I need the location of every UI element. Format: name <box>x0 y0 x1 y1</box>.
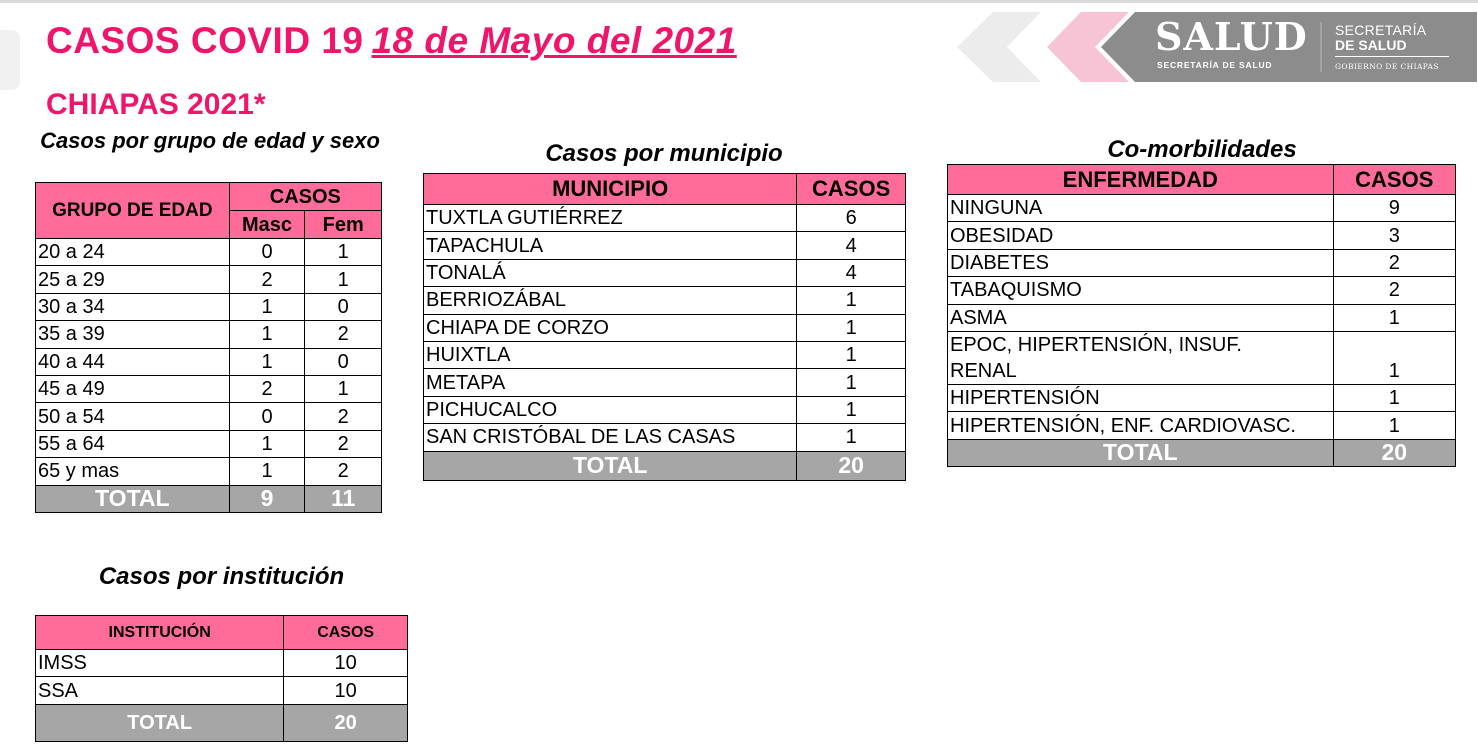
municipio-name-cell: SAN CRISTÓBAL DE LAS CASAS <box>424 424 797 451</box>
table-row <box>36 677 408 704</box>
table-row <box>36 650 408 677</box>
municipio-casos-cell: 6 <box>797 205 906 232</box>
table-row <box>424 205 906 232</box>
enfermedad-casos-cell: 2 <box>1333 277 1455 304</box>
edad-total-masc: 9 <box>229 485 305 512</box>
enfermedad-casos-cell: 1 <box>1333 412 1455 439</box>
table-row <box>424 259 906 286</box>
municipio-casos-header: CASOS <box>797 174 906 205</box>
edad-sexo-table <box>35 182 382 513</box>
table-row <box>36 430 382 457</box>
table-row <box>36 239 382 266</box>
institucion-casos-cell: 10 <box>284 677 408 704</box>
edad-fem-cell: 1 <box>305 375 382 402</box>
table-row <box>948 304 1456 331</box>
edad-masc-cell: 1 <box>229 321 305 348</box>
municipio-name-cell: TAPACHULA <box>424 232 797 259</box>
table-row <box>424 341 906 368</box>
page-title <box>46 20 737 62</box>
comorbilidades-casos-header: CASOS <box>1333 165 1455 195</box>
table-row <box>36 293 382 320</box>
edad-grupo-cell: 55 a 64 <box>36 430 230 457</box>
edad-fem-cell: 1 <box>305 266 382 293</box>
edad-fem-cell: 0 <box>305 293 382 320</box>
municipio-total-value: 20 <box>797 451 906 480</box>
edad-masc-cell: 1 <box>229 293 305 320</box>
enfermedad-casos-cell: 1 <box>1333 331 1455 384</box>
edad-total-fem: 11 <box>305 485 382 512</box>
edad-fem-cell: 2 <box>305 321 382 348</box>
table-row <box>36 266 382 293</box>
edad-fem-cell: 1 <box>305 239 382 266</box>
municipio-name-cell: TUXTLA GUTIÉRREZ <box>424 205 797 232</box>
table-row <box>36 375 382 402</box>
municipio-table-body <box>424 205 906 452</box>
table-row <box>424 424 906 451</box>
municipio-name-cell: TONALÁ <box>424 259 797 286</box>
edad-fem-cell: 2 <box>305 430 382 457</box>
logo-divider <box>1335 56 1449 57</box>
comorbilidades-table-body <box>948 195 1456 440</box>
masc-header: Masc <box>229 211 305 239</box>
table-row <box>424 314 906 341</box>
edad-total-label: TOTAL <box>36 485 230 512</box>
edad-grupo-cell: 20 a 24 <box>36 239 230 266</box>
edad-masc-cell: 0 <box>229 403 305 430</box>
institucion-casos-header: CASOS <box>284 616 408 650</box>
table-row <box>424 232 906 259</box>
enfermedad-name-line2: RENAL <box>950 359 1017 382</box>
table-row <box>948 249 1456 276</box>
table-row <box>36 321 382 348</box>
edad-masc-cell: 0 <box>229 239 305 266</box>
edad-grupo-cell: 65 y mas <box>36 458 230 485</box>
edad-table-body <box>36 239 382 486</box>
table-row <box>36 403 382 430</box>
enfermedad-name-cell: NINGUNA <box>948 195 1334 222</box>
edad-grupo-cell: 35 a 39 <box>36 321 230 348</box>
edad-fem-cell: 0 <box>305 348 382 375</box>
edad-fem-cell: 2 <box>305 403 382 430</box>
institucion-name-cell: SSA <box>36 677 284 704</box>
title-text: CASOS COVID 19 <box>46 20 364 61</box>
municipio-casos-cell: 1 <box>797 341 906 368</box>
enfermedad-casos-cell: 1 <box>1333 384 1455 411</box>
institucion-table-caption: Casos por institución <box>98 563 345 590</box>
grupo-edad-header: GRUPO DE EDAD <box>36 183 230 239</box>
comorbilidades-table <box>947 164 1456 467</box>
secretaria-text-2: DE SALUD <box>1335 37 1407 53</box>
edad-grupo-cell: 50 a 54 <box>36 403 230 430</box>
institucion-table-body <box>36 650 408 705</box>
enfermedad-name-cell: TABAQUISMO <box>948 277 1334 304</box>
municipio-name-cell: HUIXTLA <box>424 341 797 368</box>
enfermedad-name-line1: EPOC, HIPERTENSIÓN, INSUF. <box>950 333 1242 356</box>
enfermedad-name-cell: HIPERTENSIÓN <box>948 384 1334 411</box>
fem-header: Fem <box>305 211 382 239</box>
comorbilidades-table-caption: Co-morbilidades <box>1107 136 1297 163</box>
municipio-casos-cell: 1 <box>797 287 906 314</box>
enfermedad-casos-cell: 2 <box>1333 249 1455 276</box>
secretaria-text-1: SECRETARÍA <box>1335 22 1427 38</box>
enfermedad-header: ENFERMEDAD <box>948 165 1334 195</box>
enfermedad-name-cell: DIABETES <box>948 249 1334 276</box>
edad-grupo-cell: 45 a 49 <box>36 375 230 402</box>
top-border-line <box>0 0 1478 3</box>
municipio-casos-cell: 1 <box>797 369 906 396</box>
municipio-casos-cell: 1 <box>797 424 906 451</box>
table-row <box>948 222 1456 249</box>
institucion-casos-cell: 10 <box>284 650 408 677</box>
page-subtitle: CHIAPAS 2021* <box>46 88 266 121</box>
table-row <box>424 369 906 396</box>
municipio-casos-cell: 1 <box>797 396 906 423</box>
table-row <box>948 412 1456 439</box>
salud-logo-text: SALUD <box>1155 14 1308 59</box>
edad-table-caption: Casos por grupo de edad y sexo <box>40 128 380 153</box>
municipio-header: MUNICIPIO <box>424 174 797 205</box>
municipio-name-cell: CHIAPA DE CORZO <box>424 314 797 341</box>
enfermedad-casos-cell: 1 <box>1333 304 1455 331</box>
comorbilidades-total-value: 20 <box>1333 439 1455 466</box>
edad-grupo-cell: 25 a 29 <box>36 266 230 293</box>
institucion-total-value: 20 <box>284 704 408 741</box>
casos-header: CASOS <box>229 183 381 211</box>
edad-masc-cell: 2 <box>229 375 305 402</box>
gobierno-chiapas-text: GOBIERNO DE CHIAPAS <box>1335 62 1439 71</box>
institucion-table <box>35 615 408 742</box>
municipio-name-cell: PICHUCALCO <box>424 396 797 423</box>
table-row <box>36 458 382 485</box>
title-date: 18 de Mayo del 2021 <box>371 20 737 61</box>
municipio-casos-cell: 1 <box>797 314 906 341</box>
edad-masc-cell: 1 <box>229 348 305 375</box>
enfermedad-casos-cell: 3 <box>1333 222 1455 249</box>
edad-masc-cell: 1 <box>229 458 305 485</box>
table-row <box>948 331 1456 384</box>
table-row <box>948 195 1456 222</box>
edad-grupo-cell: 30 a 34 <box>36 293 230 320</box>
comorbilidades-total-label: TOTAL <box>948 439 1334 466</box>
enfermedad-name-cell <box>948 331 1334 384</box>
institucion-header: INSTITUCIÓN <box>36 616 284 650</box>
table-row <box>424 287 906 314</box>
edad-masc-cell: 1 <box>229 430 305 457</box>
edad-masc-cell: 2 <box>229 266 305 293</box>
salud-logo-tagline: SECRETARÍA DE SALUD <box>1157 60 1273 70</box>
municipio-casos-cell: 4 <box>797 232 906 259</box>
table-row <box>948 384 1456 411</box>
enfermedad-name-cell: HIPERTENSIÓN, ENF. CARDIOVASC. <box>948 412 1334 439</box>
left-edge-tab <box>0 30 20 90</box>
institucion-name-cell: IMSS <box>36 650 284 677</box>
municipio-table-caption: Casos por municipio <box>545 140 783 167</box>
municipio-table <box>423 173 906 481</box>
municipio-total-label: TOTAL <box>424 451 797 480</box>
table-row <box>36 348 382 375</box>
edad-fem-cell: 2 <box>305 458 382 485</box>
table-row <box>424 396 906 423</box>
municipio-name-cell: METAPA <box>424 369 797 396</box>
enfermedad-name-cell: ASMA <box>948 304 1334 331</box>
municipio-casos-cell: 4 <box>797 259 906 286</box>
institucion-total-label: TOTAL <box>36 704 284 741</box>
table-row <box>948 277 1456 304</box>
enfermedad-casos-cell: 9 <box>1333 195 1455 222</box>
municipio-name-cell: BERRIOZÁBAL <box>424 287 797 314</box>
enfermedad-name-cell: OBESIDAD <box>948 222 1334 249</box>
edad-grupo-cell: 40 a 44 <box>36 348 230 375</box>
